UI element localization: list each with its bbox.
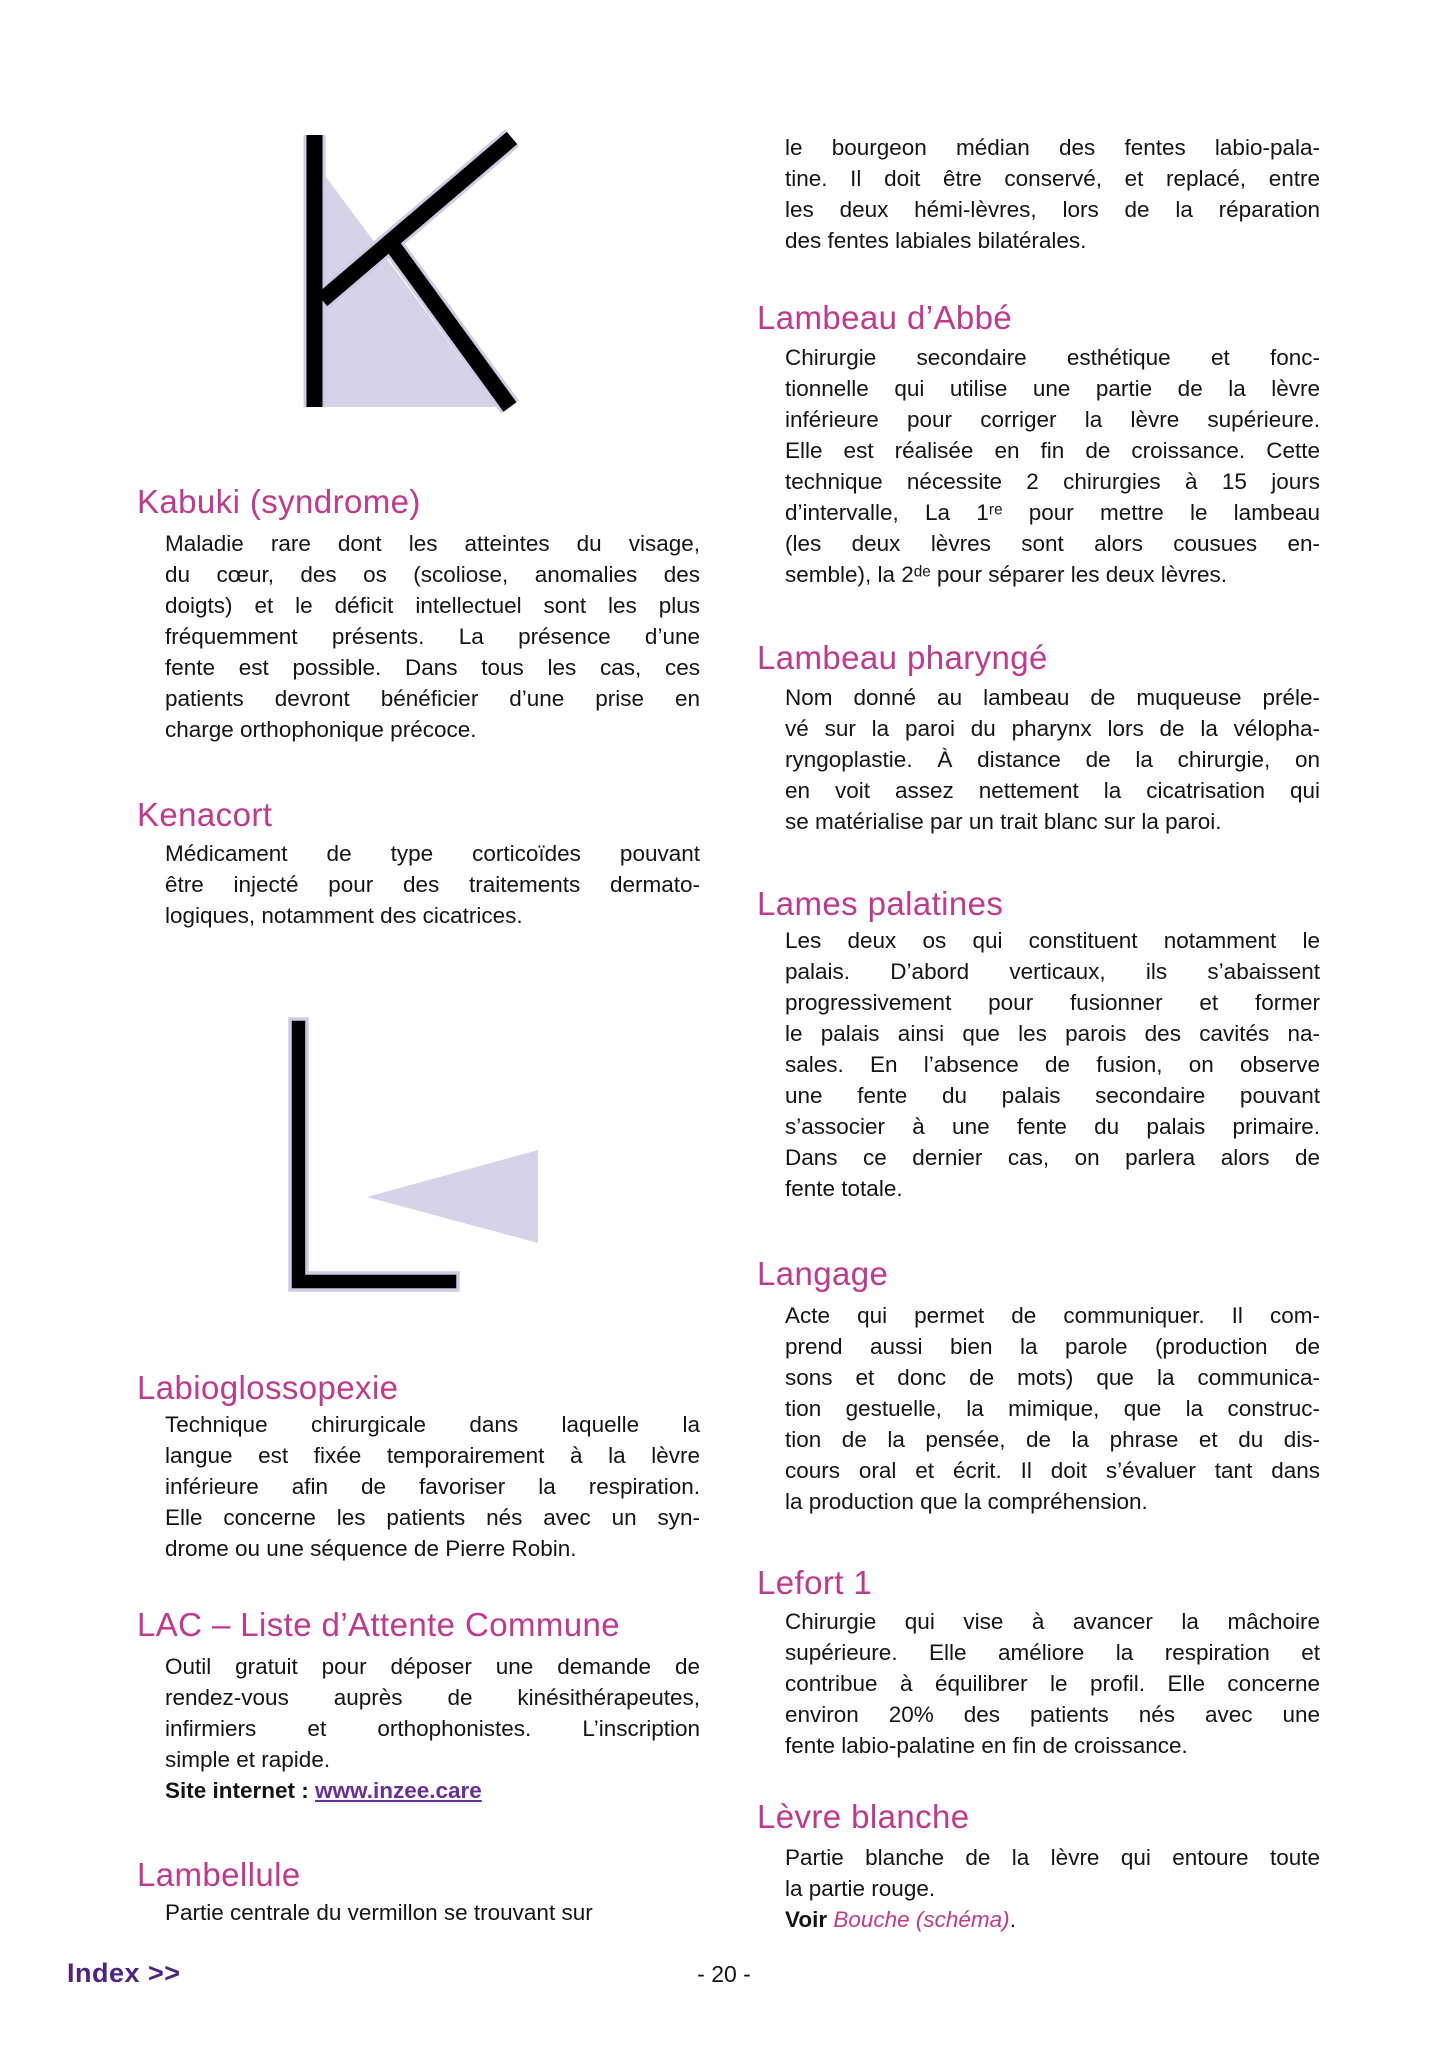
text-line: inférieure afin de favoriser la respiration. [165, 1474, 700, 1499]
text-line: doigts) et le déficit intellectuel sont les plus [165, 593, 700, 618]
text-line: Partie centrale du vermillon se trouvant sur [165, 1900, 593, 1925]
section-title-levre-blanche: Lèvre blanche [757, 1798, 970, 1835]
text-line: Outil gratuit pour déposer une demande de [165, 1654, 700, 1679]
index-nav-link[interactable]: Index >> [67, 1958, 181, 1988]
text-line: le bourgeon médian des fentes labio-pala- [785, 135, 1320, 160]
text-line: Technique chirurgicale dans laquelle la [165, 1412, 700, 1437]
section-body-lambeau-abbe [785, 342, 1320, 590]
text-line: Médicament de type corticoïdes pouvant [165, 841, 700, 866]
text-line: Elle est réalisée en fin de croissance. Cette [785, 438, 1320, 463]
inzee-care-link[interactable]: www.inzee.care [315, 1778, 482, 1803]
section-title-kenacort: Kenacort [137, 796, 273, 833]
text-line: Chirurgie secondaire esthétique et fonc- [785, 345, 1320, 370]
text-line: contribue à équilibrer le profil. Elle concerne [785, 1671, 1320, 1696]
section-body-lambellule-continuation [785, 132, 1320, 256]
text-line: technique nécessite 2 chirurgies à 15 jours [785, 469, 1320, 494]
section-body-kabuki [165, 528, 700, 745]
text-line: être injecté pour des traitements dermato- [165, 872, 700, 897]
text-line: inférieure pour corriger la lèvre supérieure. [785, 407, 1320, 432]
section-body-lambeau-pharynge [785, 682, 1320, 837]
levre-blanche-paragraph [785, 1842, 1320, 1904]
text-line: Partie blanche de la lèvre qui entoure toute [785, 1845, 1320, 1870]
text-line: vé sur la paroi du pharynx lors de la vélopha- [785, 716, 1320, 741]
text-line: infirmiers et orthophonistes. L’inscription [165, 1716, 700, 1741]
text-line: semble), la 2ᵈᵉ pour séparer les deux lèvres. [785, 562, 1228, 587]
site-internet-label: Site internet : [165, 1778, 316, 1803]
voir-reference-line [785, 1904, 1320, 1935]
section-body-lac [165, 1651, 700, 1806]
text-line: rendez-vous auprès de kinésithérapeutes, [165, 1685, 700, 1710]
text-line: drome ou une séquence de Pierre Robin. [165, 1536, 577, 1561]
section-title-kabuki: Kabuki (syndrome) [137, 483, 421, 520]
text-line: ryngoplastie. À distance de la chirurgie, on [785, 747, 1320, 772]
page-number: - 20 - [697, 1961, 751, 1987]
text-line: Maladie rare dont les atteintes du visage, [165, 531, 700, 556]
text-line: tion gestuelle, la mimique, que la construc- [785, 1396, 1320, 1421]
section-body-langage [785, 1300, 1320, 1517]
text-line: le palais ainsi que les parois des cavités na- [785, 1021, 1320, 1046]
text-line: fente totale. [785, 1176, 903, 1201]
text-line: se matérialise par un trait blanc sur la paroi. [785, 809, 1222, 834]
text-line: tion de la pensée, de la phrase et du dis- [785, 1427, 1320, 1452]
section-title-lames-palatines: Lames palatines [757, 885, 1004, 922]
text-line: supérieure. Elle améliore la respiration et [785, 1640, 1320, 1665]
text-line: palais. D’abord verticaux, ils s’abaissent [785, 959, 1320, 984]
text-line: tionnelle qui utilise une partie de la lèvre [785, 376, 1320, 401]
text-line: Dans ce dernier cas, on parlera alors de [785, 1145, 1320, 1170]
text-line: Les deux os qui constituent notamment le [785, 928, 1320, 953]
text-line: Acte qui permet de communiquer. Il com- [785, 1303, 1320, 1328]
bouche-schema-crossref-link[interactable]: Bouche (schéma) [833, 1907, 1010, 1932]
text-line: Chirurgie qui vise à avancer la mâchoire [785, 1609, 1320, 1634]
voir-label: Voir [785, 1907, 834, 1932]
text-line: prend aussi bien la parole (production de [785, 1334, 1320, 1359]
text-line: simple et rapide. [165, 1747, 331, 1772]
text-line: du cœur, des os (scoliose, anomalies des [165, 562, 700, 587]
letter-k-graphic [298, 128, 520, 415]
text-line: langue est fixée temporairement à la lèvre [165, 1443, 700, 1468]
text-line: fente labio-palatine en fin de croissance. [785, 1733, 1188, 1758]
text-line: d’intervalle, La 1ʳᵉ pour mettre le lambeau [785, 500, 1320, 525]
section-body-kenacort [165, 838, 700, 931]
text-line: la production que la compréhension. [785, 1489, 1148, 1514]
section-body-lefort-1 [785, 1606, 1320, 1761]
text-line: en voit assez nettement la cicatrisation qui [785, 778, 1320, 803]
text-line: fréquemment présents. La présence d’une [165, 624, 700, 649]
text-line: des fentes labiales bilatérales. [785, 228, 1087, 253]
text-line: cours oral et écrit. Il doit s’évaluer tant dans [785, 1458, 1320, 1483]
text-line: (les deux lèvres sont alors cousues en- [785, 531, 1320, 556]
text-line: charge orthophonique précoce. [165, 717, 477, 742]
text-line: environ 20% des patients nés avec une [785, 1702, 1320, 1727]
text-line: Elle concerne les patients nés avec un syn- [165, 1505, 700, 1530]
lac-website-line [165, 1775, 700, 1806]
section-body-lambellule [165, 1897, 700, 1928]
text-line: s’associer à une fente du palais primaire. [785, 1114, 1320, 1139]
voir-period: . [1009, 1907, 1016, 1932]
section-title-lambeau-abbe: Lambeau d’Abbé [757, 299, 1013, 336]
section-body-labioglossopexie [165, 1409, 700, 1564]
section-title-lambellule: Lambellule [137, 1856, 301, 1893]
text-line: fente est possible. Dans tous les cas, ces [165, 655, 700, 680]
section-title-lac: LAC – Liste d’Attente Commune [137, 1606, 621, 1643]
text-line: la partie rouge. [785, 1876, 936, 1901]
text-line: patients devront bénéficier d’une prise en [165, 686, 700, 711]
section-title-lambeau-pharynge: Lambeau pharyngé [757, 639, 1048, 676]
text-line: une fente du palais secondaire pouvant [785, 1083, 1320, 1108]
text-line: les deux hémi-lèvres, lors de la réparation [785, 197, 1320, 222]
section-title-langage: Langage [757, 1255, 889, 1292]
text-line: progressivement pour fusionner et former [785, 990, 1320, 1015]
text-line: logiques, notamment des cicatrices. [165, 903, 523, 928]
text-line: Nom donné au lambeau de muqueuse préle- [785, 685, 1320, 710]
section-title-lefort-1: Lefort 1 [757, 1564, 873, 1601]
lac-paragraph [165, 1651, 700, 1775]
text-line: sons et donc de mots) que la communica- [785, 1365, 1320, 1390]
section-body-levre-blanche [785, 1842, 1320, 1935]
section-title-labioglossopexie: Labioglossopexie [137, 1369, 399, 1406]
text-line: tine. Il doit être conservé, et replacé, entre [785, 166, 1320, 191]
section-body-lames-palatines [785, 925, 1320, 1204]
letter-l-graphic [285, 1015, 545, 1295]
text-line: sales. En l’absence de fusion, on observe [785, 1052, 1320, 1077]
